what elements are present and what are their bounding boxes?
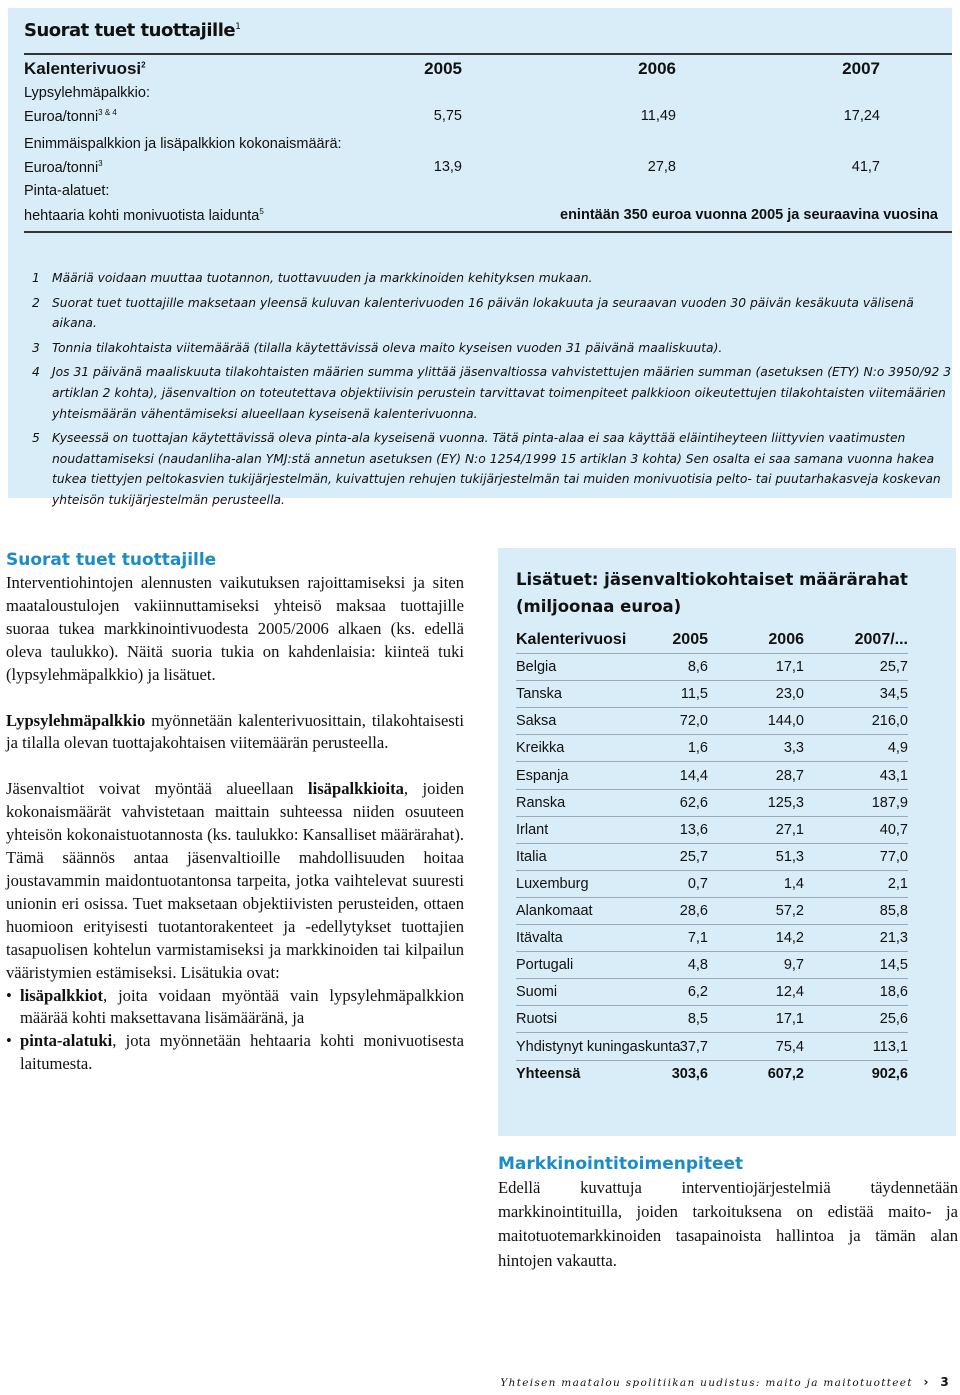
- value-cell: 37,7: [679, 1038, 708, 1055]
- value-cell: 21,3: [879, 930, 908, 947]
- value-cell: 14,4: [679, 767, 708, 784]
- area-aid-value: enintään 350 euroa vuonna 2005 ja seuraavina vuosina: [560, 207, 938, 223]
- value-cell: 8,5: [687, 1011, 708, 1028]
- country-cell: Suomi: [516, 984, 558, 1001]
- footer-title: Yhteisen maatalou spolitiikan uudistus: maito ja maitotuotteet: [500, 1377, 913, 1389]
- article-paragraph-3: Jäsenvaltiot voivat myöntää alueellaan lisäpalkkioita, joiden kokonaismäärät vahvistetaan maittain suhteessa niiden osuuteen yhteisön kokonaistuotannosta (ks. taulukko: Kansalliset määrärahat). Tämä säännös antaa jäsenvaltioille mahdollisuuden hoitaa joustavammin maidontuotantonsa tarpeita, jotka vaihtelevat suuresti unionin eri osissa. Tuet maksetaan objektiivisten perusteiden, ottaen huomioon erityisesti tuotantorakenteet ja -edellytykset tuottajien tasapuolisen kohtelun varmistamiseksi ja markkinoiden tai kilpailun vääristymien estämiseksi. Lisätukia ovat:: [6, 779, 464, 982]
- value-cell: 28,7: [775, 767, 804, 784]
- value-cell: 17,1: [775, 659, 804, 676]
- value-cell: 28,6: [679, 903, 708, 919]
- country-cell: Yhdistynyt kuningaskunta: [516, 1038, 681, 1055]
- footnote-5: 5 Kyseessä on tuottajan käytettävissä oleva pinta-ala kyseisenä vuonna. Tätä pinta-alaa ei saa käyttää eläintiheyteen liittyvien vaatimusten noudattamiseksi (naudanliha-alan YMJ:stä annetun asetuksen (EY) N:o 1254/1999 15 artiklan 3 kohta) Sen osalta ei saa samana vuonna hakea tukea tiettyjen peltokasvien tukijärjestelmän, kuivattujen rehujen tukijärjestelmän tai muiden monivuotisia pelto- tai puutarhakasveja koskevan yhteisön tukijärjestelmän perusteella.: [32, 431, 941, 507]
- row-divider: [516, 1005, 908, 1006]
- value-cell: 85,8: [879, 903, 908, 919]
- value-cell: 12,4: [775, 984, 804, 1001]
- row-divider: [516, 897, 908, 898]
- row-divider: [516, 924, 908, 925]
- footnote-4: 4 Jos 31 päivänä maaliskuuta tilakohtaisten määrien summa ylittää jäsenvaltiossa vahvistettujen määrien summan (asetuksen (ETY) N:o 3950/92 3 artiklan 2 kohta), jäsenvaltion on toteutettava objektiivisin perustein tarvittavat toimenpiteet palkkioon oikeutettujen tilakohtaisten viitemäärien yhteismäärän vähentämiseksi alueellaan kyseisenä kalenterivuonna.: [32, 365, 952, 421]
- table-row: [516, 953, 908, 978]
- value-cell: 902,6: [871, 1065, 908, 1082]
- country-cell: Belgia: [516, 659, 557, 676]
- value-cell: 144,0: [767, 713, 804, 730]
- footer-arrow: ›: [923, 1375, 930, 1389]
- value-cell: 25,7: [679, 848, 708, 865]
- value-cell: 75,4: [775, 1038, 804, 1055]
- value-cell: 57,2: [775, 903, 804, 919]
- value-cell: 125,3: [767, 794, 804, 811]
- footnote-2: 2 Suorat tuet tuottajille maksetaan yleensä kuluvan kalenterivuoden 16 päivän lokakuuta ja seuraavan vuoden 30 päivän kesäkuuta välisenä aikana.: [32, 295, 914, 331]
- value-cell: 14,2: [775, 930, 804, 947]
- row-divider: [516, 870, 908, 871]
- dairy-premium-heading: Lypsylehmäpalkkio:: [24, 85, 150, 101]
- country-cell: Alankomaat: [516, 903, 593, 919]
- country-cell: Kalenterivuosi: [516, 631, 627, 648]
- area-aid-row: hehtaaria kohti monivuotista laidunta$^5$ enintään 350 euroa vuonna 2005 ja seuraavina vuosina: [24, 207, 938, 224]
- market-measures-text: Edellä kuvattuja interventiojärjestelmiä täydennetään markkinointituilla, joiden tarkoituksena on edistää maito- ja maitotuotemarkkinoiden tasapainoista hallintoa ja tämän alan hintojen vakautta.: [498, 1178, 958, 1270]
- table-row: [516, 1007, 908, 1032]
- table-row: [516, 764, 908, 789]
- value-cell: 3,3: [783, 740, 804, 757]
- table-row: [516, 926, 908, 951]
- table-row: [516, 980, 908, 1005]
- footnotes: [32, 268, 952, 511]
- table-header-row: [516, 628, 908, 653]
- value-cell: 187,9: [871, 794, 908, 811]
- table-row: [516, 818, 908, 843]
- row-divider: [516, 816, 908, 817]
- total-amount-heading: Enimmäispalkkion ja lisäpalkkion kokonaismäärä:: [24, 136, 342, 152]
- table-total-row: [516, 1062, 908, 1087]
- table-top-rule: [24, 53, 952, 55]
- supplements-title: Lisätuet: jäsenvaltiokohtaiset määrärahat (miljoonaa euroa): [516, 570, 908, 616]
- value-cell: 25,7: [879, 659, 908, 676]
- country-cell: Tanska: [516, 686, 562, 703]
- table-row: [516, 682, 908, 707]
- value-cell: 14,5: [879, 957, 908, 974]
- row-divider: [516, 734, 908, 735]
- area-aid-heading: Pinta-alatuet:: [24, 183, 110, 199]
- value-cell: 17,1: [775, 1011, 804, 1028]
- value-cell: 6,2: [687, 984, 708, 1001]
- country-cell: Portugali: [516, 957, 574, 974]
- value-cell: 72,0: [679, 713, 708, 730]
- row-divider: [516, 680, 908, 681]
- country-cell: Saksa: [516, 713, 557, 730]
- value-cell: 13,6: [679, 821, 708, 838]
- total-amount-row: Euroa/tonni$^3$ 13,9 27,8 41,7: [24, 159, 880, 176]
- table-row: [516, 709, 908, 734]
- table-row: [516, 872, 908, 897]
- value-cell: 40,7: [879, 821, 908, 838]
- value-cell: 303,6: [671, 1065, 708, 1082]
- table-bottom-rule: [24, 231, 952, 233]
- value-cell: 11,5: [680, 686, 708, 703]
- calendar-year-header: Kalenterivuosi$^2$ 2005 2006 2007: [24, 59, 880, 78]
- country-cell: Irlant: [516, 821, 549, 838]
- table-row: [516, 655, 908, 680]
- footnote-1: 1 Määriä voidaan muuttaa tuotannon, tuottavuuden ja markkinoiden kehityksen mukaan.: [32, 271, 593, 285]
- table-row: [516, 845, 908, 870]
- article-title: Suorat tuet tuottajille: [6, 550, 217, 570]
- article-paragraph-1: Interventiohintojen alennusten vaikutuksen rajoittamiseksi ja siten maataloustulojen vakiinnuttamiseksi yhteisö maksaa tuottajille suoraa tukea markkinointivuodesta 2005/2006 alkaen (ks. edellä oleva taulukko). Näitä suoria tukia on kahdenlaisia: kiinteä tuki (lypsylehmäpalkkio) ja lisätuet.: [6, 573, 464, 684]
- value-cell: 113,1: [872, 1038, 908, 1055]
- bullet-area-aid: • pinta-alatuki, jota myönnetään hehtaaria kohti monivuotisesta laitumesta.: [6, 1031, 464, 1074]
- market-measures-section: [498, 1152, 958, 1273]
- value-cell: 77,0: [879, 848, 908, 865]
- value-cell: 25,6: [879, 1011, 908, 1028]
- row-divider: [516, 707, 908, 708]
- row-divider: [516, 843, 908, 844]
- country-cell: Ruotsi: [516, 1011, 558, 1028]
- value-cell: 23,0: [775, 686, 804, 703]
- value-cell: 34,5: [879, 686, 908, 703]
- country-cell: Yhteensä: [516, 1065, 581, 1082]
- page-number: 3: [940, 1375, 950, 1389]
- value-cell: 0,7: [687, 875, 708, 892]
- value-cell: 2007/...: [854, 631, 908, 648]
- value-cell: 216,0: [871, 713, 908, 730]
- footnote-3: 3 Tonnia tilakohtaista viitemäärää (tilalla käytettävissä oleva maito kyseisen vuoden 31 päivänä maaliskuuta).: [32, 340, 723, 355]
- value-cell: 7,1: [687, 930, 708, 947]
- direct-aid-article: [6, 548, 464, 1076]
- value-cell: 27,1: [775, 821, 804, 838]
- value-cell: 2006: [768, 631, 804, 648]
- value-cell: 18,6: [879, 984, 908, 1001]
- value-cell: 9,7: [783, 957, 804, 974]
- row-divider: [516, 789, 908, 790]
- value-cell: 4,8: [687, 957, 708, 974]
- dairy-premium-row: Euroa/tonni$^{3 \& 4}$ 5,75 11,49 17,24: [24, 108, 880, 125]
- value-cell: 2,1: [887, 875, 908, 892]
- table-row: [516, 736, 908, 761]
- row-divider: [516, 653, 908, 654]
- country-cell: Luxemburg: [516, 875, 589, 892]
- page-footer: [500, 1375, 950, 1389]
- row-divider: [516, 761, 908, 762]
- table-row: [516, 899, 908, 924]
- value-cell: 43,1: [879, 767, 908, 784]
- value-cell: 2005: [672, 631, 708, 648]
- supplements-box: [498, 548, 956, 1136]
- value-cell: 1,6: [687, 740, 708, 757]
- country-cell: Espanja: [516, 767, 569, 784]
- bullet-extra-premium: • lisäpalkkiot, joita voidaan myöntää vain lypsylehmäpalkkion määrää kohti maksettavana lisämääränä, ja: [6, 985, 464, 1028]
- value-cell: 4,9: [887, 740, 908, 757]
- direct-aid-title: Suorat tuet tuottajille$^1$: [24, 20, 241, 41]
- direct-aid-box: [8, 8, 952, 507]
- country-cell: Italia: [516, 848, 547, 865]
- row-divider: [516, 1060, 908, 1061]
- market-measures-title: Markkinointitoimenpiteet: [498, 1154, 744, 1174]
- article-paragraph-2: Lypsylehmäpalkkio myönnetään kalenterivuosittain, tilakohtaisesti ja tilalla olevan tuottajakohtaisen viitemäärän perusteella.: [6, 710, 464, 753]
- table-row: [516, 791, 908, 816]
- value-cell: 62,6: [679, 794, 708, 811]
- value-cell: 607,2: [767, 1065, 804, 1082]
- row-divider: [516, 978, 908, 979]
- value-cell: 8,6: [687, 659, 708, 676]
- value-cell: 51,3: [775, 848, 804, 865]
- row-divider: [516, 1032, 908, 1033]
- table-row: [516, 1035, 908, 1060]
- country-cell: Kreikka: [516, 740, 565, 757]
- country-cell: Itävalta: [516, 930, 563, 947]
- value-cell: 1,4: [783, 875, 804, 892]
- row-divider: [516, 951, 908, 952]
- country-cell: Ranska: [516, 794, 566, 811]
